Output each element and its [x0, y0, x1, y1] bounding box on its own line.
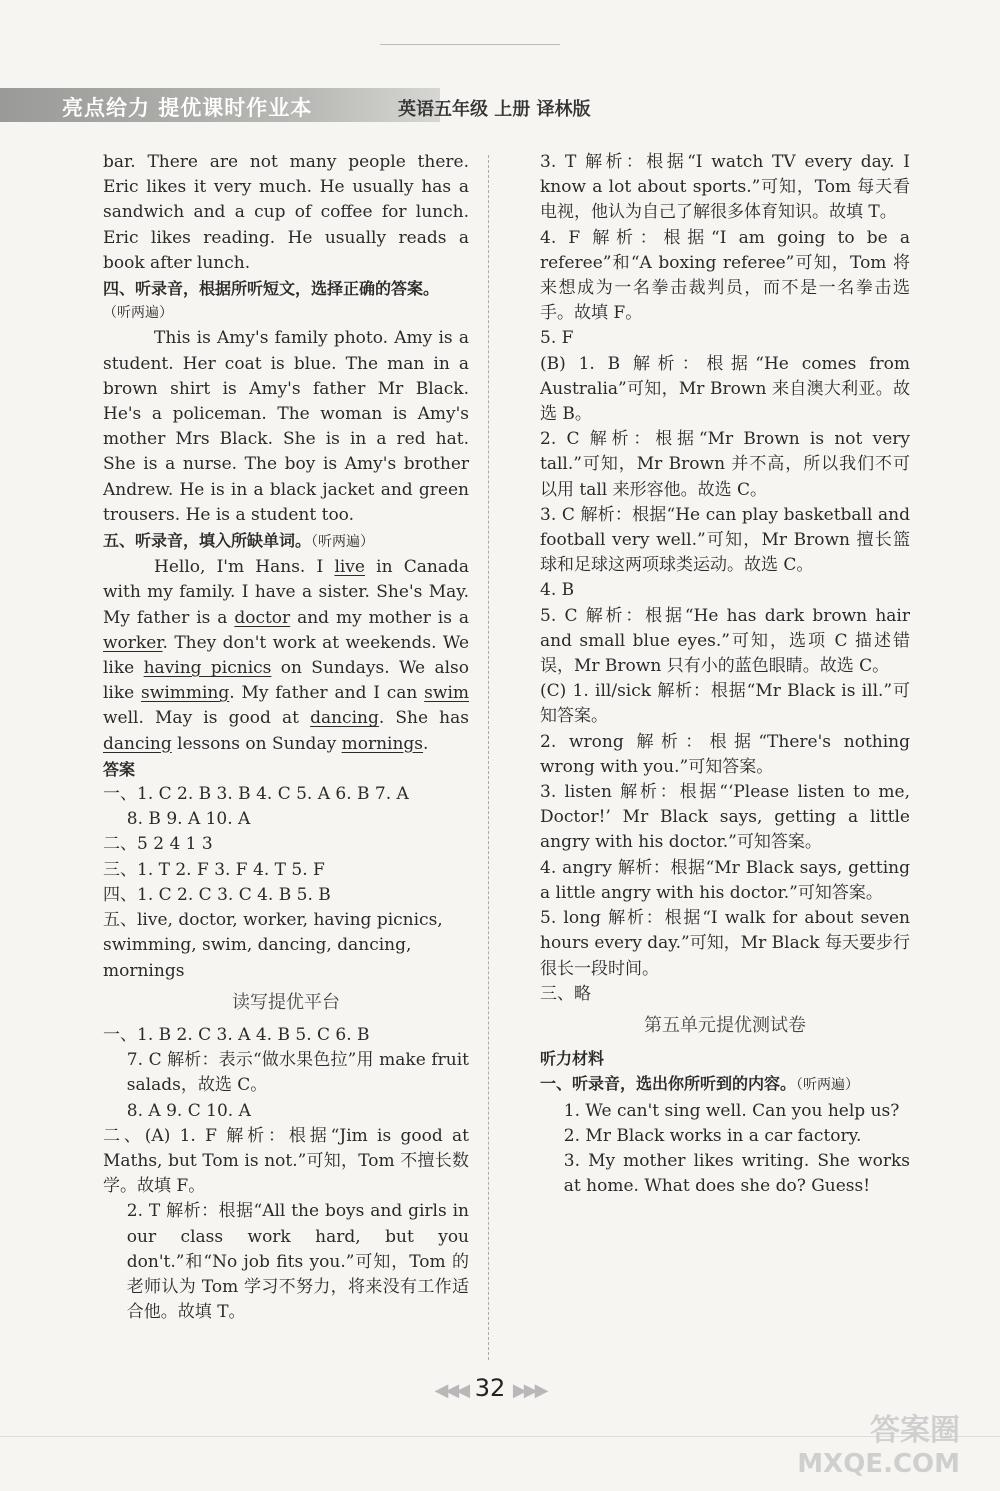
answer-item: 4. B: [540, 580, 575, 601]
answer-item: 5. long 解析：根据“I walk for about seven hours every day.”可知，Mr Black 每天要步行很长一段时间。: [540, 908, 910, 979]
listening-part-one-title: 一、听录音，选出你所听到的内容。（听两遍）: [540, 1074, 860, 1094]
answer-line: 四、1. C 2. C 3. C 4. B 5. B: [103, 884, 331, 905]
answer-line: swimming, swim, dancing, dancing,: [103, 935, 412, 956]
previous-arrows-icon: ◀◀◀: [434, 1380, 468, 1401]
passage-continued: bar. There are not many people there. Eric likes it very much. He usually has a sandwich and a cup of coffee for lunch. Eric likes reading. He usually reads a book after lunch.: [103, 152, 469, 273]
next-arrows-icon: ▶▶▶: [512, 1380, 546, 1401]
blank-word: swim: [424, 683, 470, 704]
page-number: 32: [474, 1374, 506, 1402]
blank-word: dancing: [103, 733, 172, 754]
answer-line: 二、(A) 1. F 解析：根据“Jim is good at Maths, but Tom is not.”可知，Tom 不擅长数学。故填 F。: [103, 1125, 469, 1197]
answer-item: 2. C 解析：根据“Mr Brown is not very tall.”可知，Mr Brown 并不高，所以我们不可以用 tall 来形容他。故选 C。: [540, 429, 910, 500]
answer-item: 5. F: [540, 328, 574, 349]
blank-word: doctor: [234, 607, 291, 628]
book-subtitle: 英语五年级 上册 译林版: [398, 99, 591, 120]
answer-item: 三、略: [540, 983, 591, 1004]
answer-item: 3. T 解析：根据“I watch TV every day. I know a lot about sports.”可知，Tom 每天看电视，他认为自己了解很多体育知识。故填 T。: [540, 152, 910, 223]
book-series-title: 亮点给力 提优课时作业本: [62, 96, 313, 120]
section-five-passage: Hello, I'm Hans. I live in Canada with my family. I have a sister. She's May. My father is a doctor and my mother is a worker. They don't work at weekends. We like having picnics on Sundays. We also like swimming. My father and I can swim well. May is good at dancing. She has dancing lessons on Sunday mornings.: [103, 557, 470, 754]
blank-word: dancing: [310, 708, 379, 729]
answer-line: 8. A 9. C 10. A: [126, 1100, 251, 1121]
listening-item: 2. Mr Black works in a car factory.: [563, 1125, 862, 1146]
blank-word: having picnics: [143, 658, 272, 679]
column-divider: [488, 155, 489, 1360]
answer-line: 7. C 解析：表示“做水果色拉”用 make fruit salads，故选 C。: [126, 1050, 469, 1096]
answer-line: 一、1. C 2. B 3. B 4. C 5. A 6. B 7. A: [103, 784, 409, 805]
section-four-note: （听两遍）: [103, 305, 173, 322]
answer-line: mornings: [103, 960, 185, 981]
section-five-title: 五、听录音，填入所缺单词。（听两遍）: [103, 531, 375, 551]
blank-word: worker: [103, 632, 163, 653]
answer-item: 4. angry 解析：根据“Mr Black says, getting a little angry with his doctor.”可知答案。: [540, 857, 910, 903]
page-navigation: [395, 1374, 585, 1402]
answer-item: 3. listen 解析：根据“‘Please listen to me, Doctor!’ Mr Black says, getting a little angry with his doctor.”可知答案。: [540, 782, 910, 853]
answer-item: 5. C 解析：根据“He has dark brown hair and small blue eyes.”可知，选项 C 描述错误，Mr Brown 只有小的蓝色眼睛。故选 C。: [540, 605, 910, 677]
right-column: [540, 150, 910, 1199]
listening-item: 1. We can't sing well. Can you help us?: [563, 1100, 900, 1121]
blank-word: swimming: [141, 683, 230, 704]
answer-item: (B) 1. B 解析：根据“He comes from Australia”可知，Mr Brown 来自澳大利亚。故选 B。: [540, 353, 910, 425]
top-rule: [380, 44, 560, 45]
answer-line: 2. T 解析：根据“All the boys and girls in our class work hard, but you don't.”和“No job fits you.”可知，Tom 的老师认为 Tom 学习不努力，将来没有工作适合他。故填 T。: [126, 1201, 469, 1323]
unit-test-title: 第五单元提优测试卷: [644, 1014, 806, 1036]
section-title-reading-writing: 读写提优平台: [232, 991, 340, 1013]
listening-heading: 听力材料: [540, 1049, 605, 1069]
answer-line: 一、1. B 2. C 3. A 4. B 5. C 6. B: [103, 1024, 370, 1045]
listening-item: 3. My mother likes writing. She works at home. What does she do? Guess!: [563, 1150, 910, 1197]
answer-line: 三、1. T 2. F 3. F 4. T 5. F: [103, 859, 325, 880]
answer-item: (C) 1. ill/sick 解析：根据“Mr Black is ill.”可知答案。: [540, 681, 910, 727]
answer-line: 五、live, doctor, worker, having picnics,: [103, 910, 443, 931]
answer-item: 4. F 解析：根据“I am going to be a referee”和“A boxing referee”可知，Tom 将来想成为一名拳击裁判员，而不是一名拳击选手。故填 F。: [540, 227, 910, 324]
answers-heading: 答案: [103, 759, 136, 779]
blank-word: live: [334, 557, 365, 578]
answer-line: 8. B 9. A 10. A: [126, 809, 251, 830]
answer-item: 2. wrong 解析：根据“There's nothing wrong with you.”可知答案。: [540, 731, 910, 777]
section-four-passage: This is Amy's family photo. Amy is a student. Her coat is blue. The man in a brown shirt is Amy's father Mr Black. He's a policeman. The woman is Amy's mother Mrs Black. She is in a red hat. She is a nurse. The boy is Amy's brother Andrew. He is in a black jacket and green trousers. He is a student too.: [103, 328, 469, 525]
answer-line: 二、5 2 4 1 3: [103, 834, 213, 855]
left-column: [103, 150, 469, 1325]
blank-word: mornings: [341, 733, 424, 754]
section-four-title: 四、听录音，根据所听短文，选择正确的答案。: [103, 279, 440, 299]
watermark-logo: 答案圈 MXQE.COM: [797, 1413, 960, 1479]
answer-item: 3. C 解析：根据“He can play basketball and football very well.”可知，Mr Brown 擅长篮球和足球这两项球类运动。故选 C。: [540, 504, 910, 576]
